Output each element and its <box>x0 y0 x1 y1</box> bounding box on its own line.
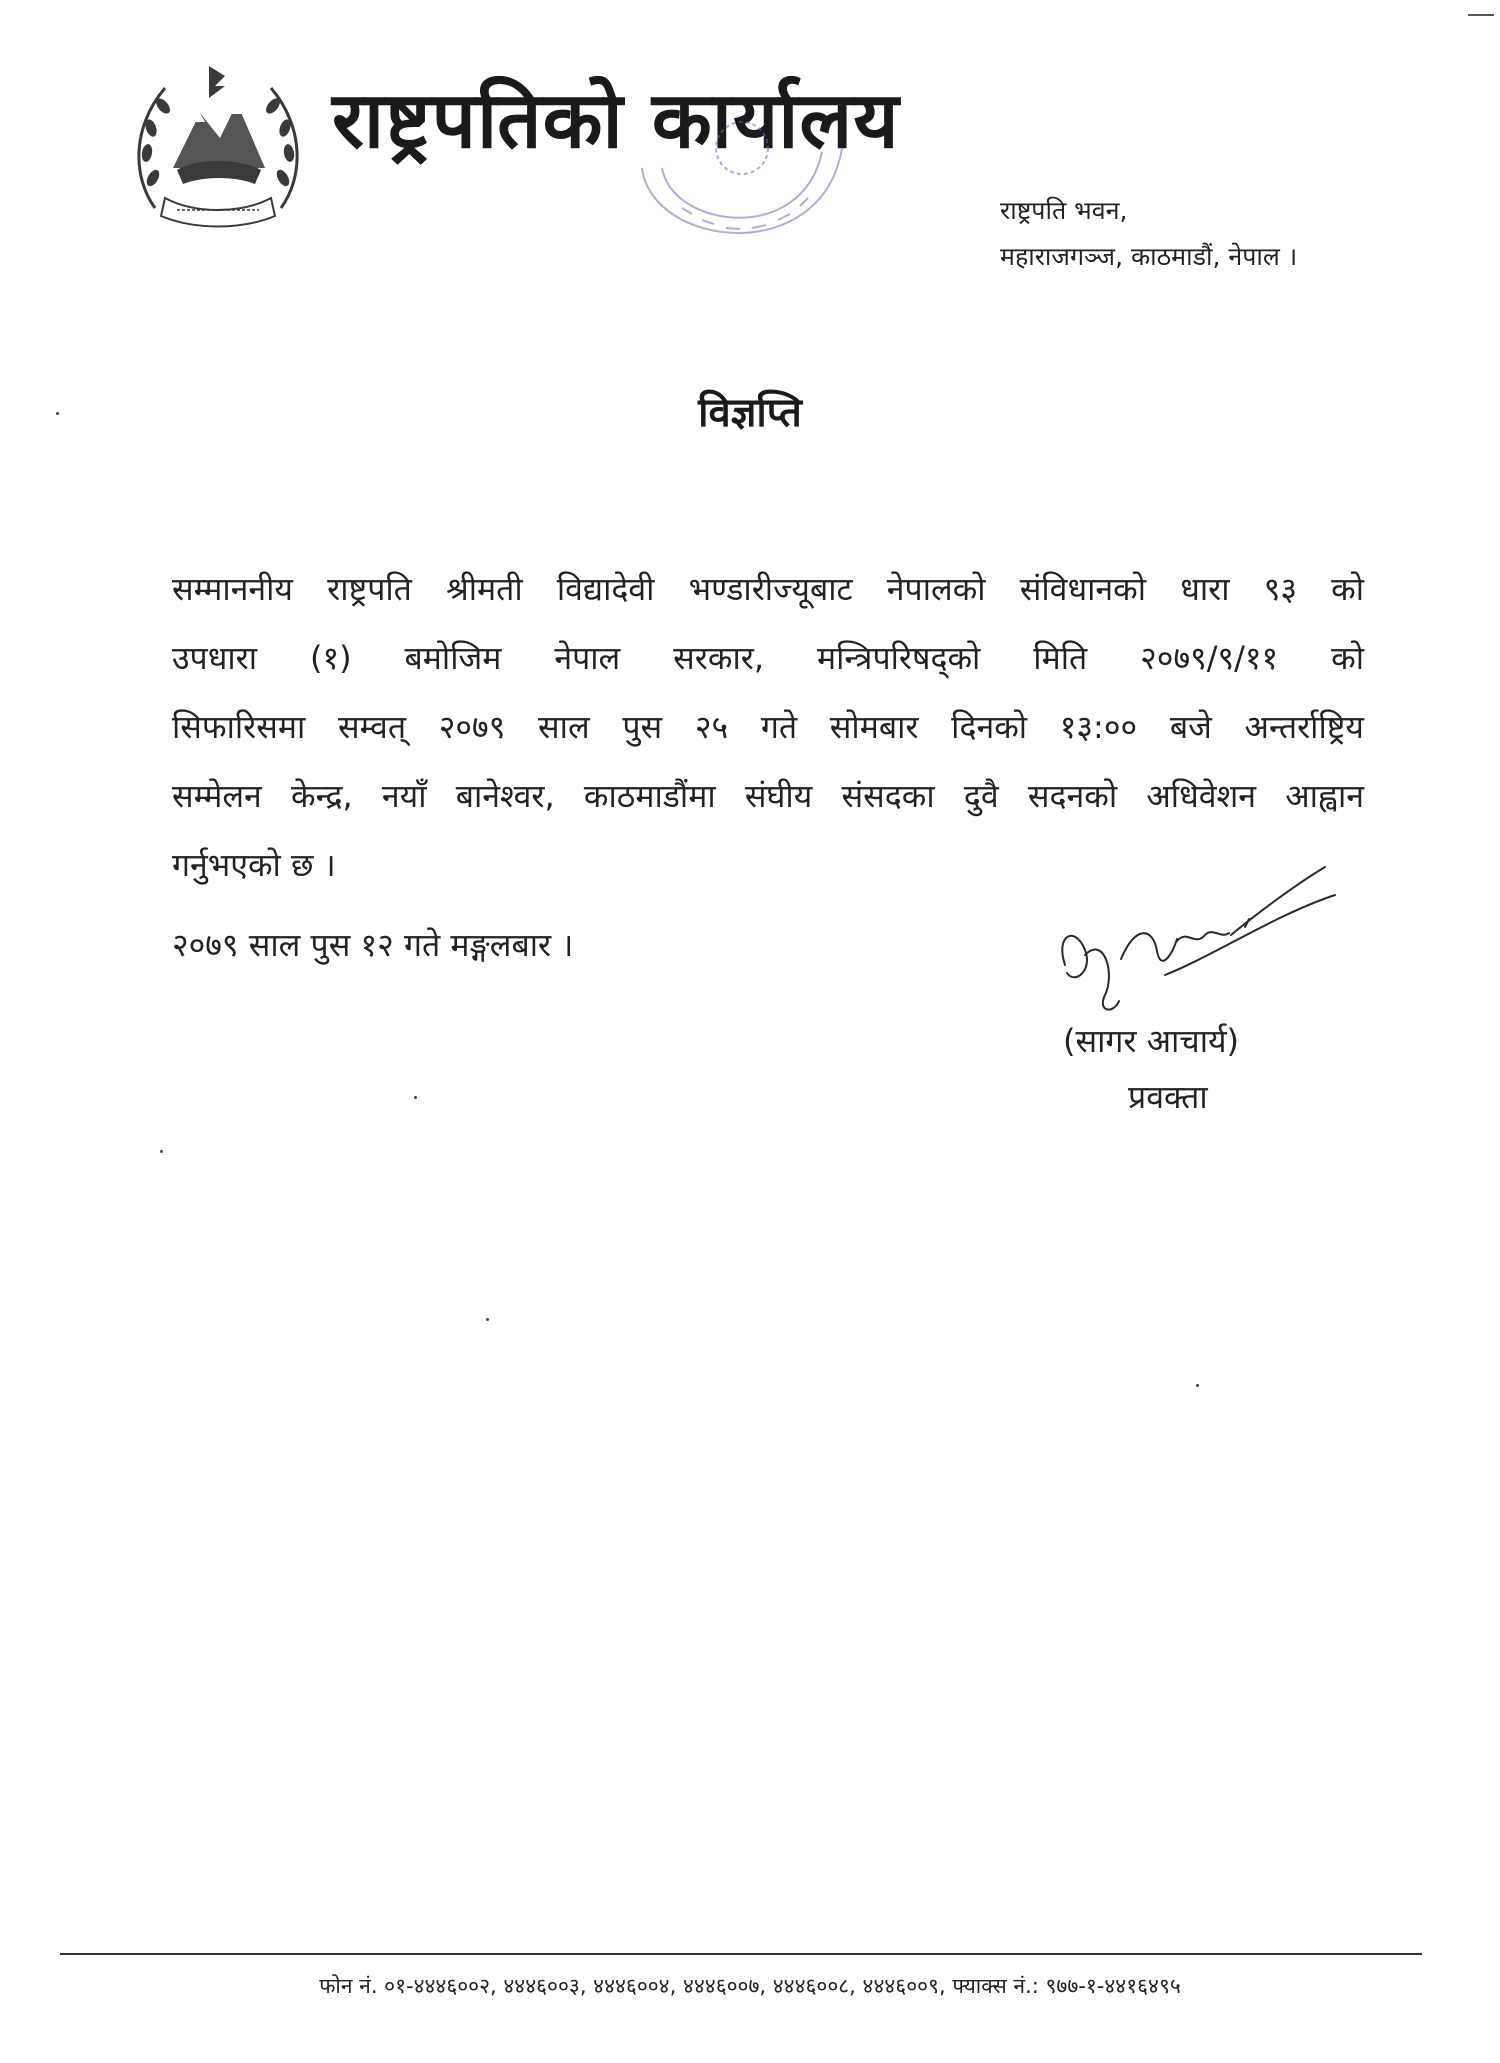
notice-body-line: सम्माननीय राष्ट्रपति श्रीमती विद्यादेवी भण्डारीज्यूबाट नेपालको संविधानको धारा ९३ को <box>172 570 1364 608</box>
footer-contact: फोन नं. ०१-४४४६००२, ४४४६००३, ४४४६००४, ४४४६००७, ४४४६००८, ४४४६००९, फ्याक्स नं.: ९७७-१-४४१६४९५ <box>319 1974 1181 1998</box>
notice-date: २०७९ साल पुस १२ गते मङ्गलबार । <box>172 926 574 964</box>
signature-icon <box>1045 855 1345 1035</box>
signatory-title: प्रवक्ता <box>1128 1078 1208 1116</box>
scan-speck <box>1196 1384 1199 1387</box>
notice-heading: विज्ञप्ति <box>698 390 802 436</box>
address-line-2: महाराजगञ्ज, काठमाडौं, नेपाल । <box>1000 242 1298 271</box>
notice-body-line: सिफारिसमा सम्वत् २०७९ साल पुस २५ गते सोमबार दिनको १३:०० बजे अन्तर्राष्ट्रिय <box>172 708 1364 746</box>
scan-mark <box>1468 14 1494 16</box>
footer-divider <box>60 1953 1422 1955</box>
office-title: राष्ट्रपतिको कार्यालय <box>332 76 900 166</box>
office-stamp-icon <box>622 108 862 284</box>
scan-speck <box>160 1150 163 1153</box>
scan-speck <box>486 1318 489 1321</box>
notice-body-line: गर्नुभएको छ । <box>172 846 336 884</box>
nepal-emblem-icon <box>125 58 311 234</box>
notice-body <box>172 555 1364 900</box>
signatory-name: (सागर आचार्य) <box>1063 1022 1240 1060</box>
notice-body-line: सम्मेलन केन्द्र, नयाँ बानेश्वर, काठमाडौंमा संघीय संसदका दुवै सदनको अधिवेशन आह्वान <box>172 777 1364 815</box>
scan-speck <box>56 412 59 415</box>
office-address <box>1000 188 1297 280</box>
address-line-1: राष्ट्रपति भवन, <box>1000 196 1128 225</box>
notice-body-line: उपधारा (१) बमोजिम नेपाल सरकार, मन्त्रिपरिषद्को मिति २०७९/९/११ को <box>172 639 1364 677</box>
scan-speck <box>414 1096 417 1099</box>
